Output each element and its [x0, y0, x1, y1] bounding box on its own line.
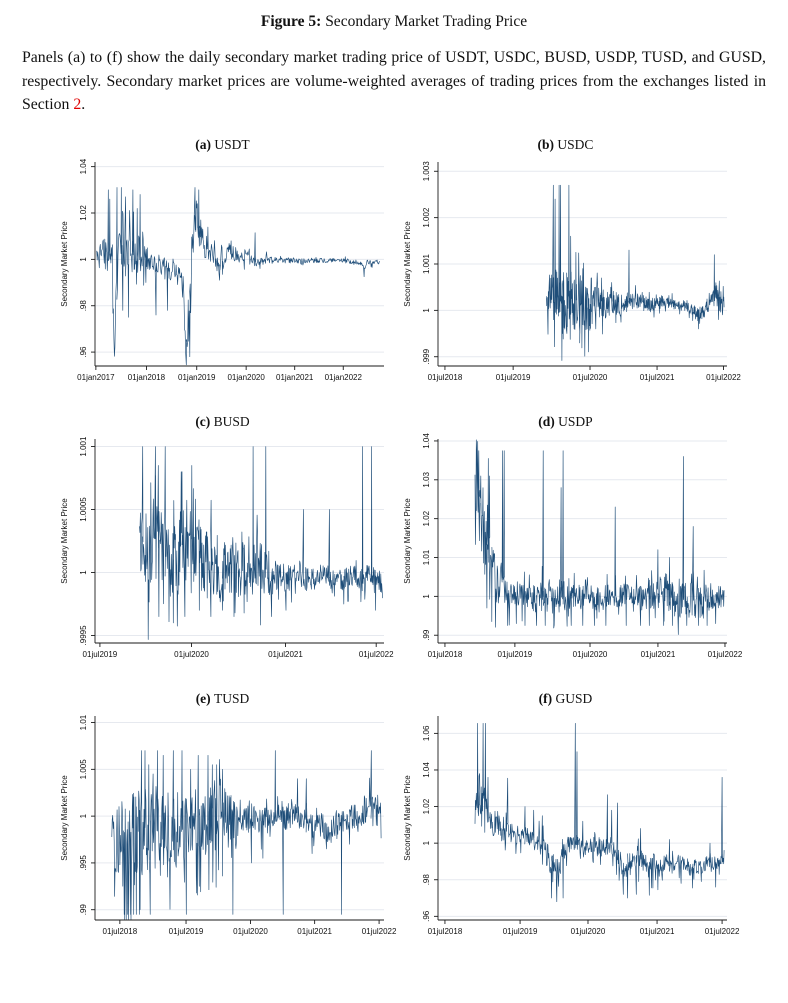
- caption-text-after: .: [81, 96, 86, 114]
- usdp-price-line: [475, 440, 724, 635]
- x-tick-label: 01jul2021: [297, 927, 332, 937]
- y-tick-label: 1: [422, 594, 431, 599]
- figure-title-text: Secondary Market Trading Price: [321, 13, 528, 30]
- panel-f-gusd: [398, 691, 740, 946]
- panel-f-coin: GUSD: [552, 691, 593, 707]
- x-tick-label: 01jul2020: [572, 373, 608, 383]
- panel-e-chart: [55, 710, 397, 946]
- busd-price-line: [140, 447, 383, 640]
- panel-c-label: (c): [195, 414, 211, 430]
- panel-e-label: (e): [195, 691, 211, 707]
- y-tick-label: .98: [422, 874, 431, 886]
- usdc-price-line: [546, 185, 724, 360]
- y-tick-label: 1.002: [422, 207, 431, 228]
- y-tick-label: 1.02: [79, 205, 88, 221]
- x-tick-label: 01jul2022: [358, 650, 394, 660]
- y-tick-label: 1: [422, 308, 431, 313]
- y-tick-label: .99: [422, 629, 431, 641]
- y-tick-label: 1.04: [422, 762, 431, 778]
- y-tick-label: 1: [79, 570, 88, 575]
- panel-a-coin: USDT: [211, 137, 250, 153]
- y-axis-title: Secondary Market Price: [60, 221, 69, 307]
- y-axis-title: Secondary Market Price: [403, 775, 412, 861]
- panel-a-label: (a): [195, 137, 212, 153]
- panel-c-coin: BUSD: [210, 414, 250, 430]
- x-tick-label: 01jul2018: [102, 927, 138, 937]
- y-tick-label: .999: [422, 349, 431, 365]
- panel-d-chart: [398, 433, 743, 669]
- panel-b-title: [398, 137, 733, 153]
- x-tick-label: 01jul2022: [706, 373, 741, 383]
- x-tick-label: 01jul2021: [268, 650, 303, 660]
- y-tick-label: .99: [79, 904, 88, 916]
- panel-e-title: [55, 691, 390, 707]
- x-tick-label: 01jul2020: [174, 650, 209, 660]
- y-tick-label: 1.0005: [79, 497, 88, 522]
- y-tick-label: 1: [79, 813, 88, 819]
- panel-d-title: [398, 414, 733, 430]
- x-tick-label: 01jul2022: [361, 927, 397, 937]
- y-axis-title: Secondary Market Price: [60, 498, 69, 584]
- y-tick-label: 1.003: [422, 161, 431, 182]
- x-tick-label: 01jan2020: [227, 373, 265, 383]
- y-tick-label: 1.01: [422, 549, 431, 566]
- panel-c-busd: [55, 414, 394, 669]
- panel-b-chart: [398, 156, 741, 392]
- figure-caption-title: [0, 0, 788, 31]
- y-axis-title: Secondary Market Price: [403, 498, 412, 584]
- x-tick-label: 01jan2021: [276, 373, 314, 383]
- section-2-link[interactable]: 2: [73, 96, 82, 114]
- y-tick-label: 1.06: [422, 725, 431, 742]
- panel-f-title: [398, 691, 733, 707]
- y-tick-label: 1.04: [422, 433, 431, 449]
- x-tick-label: 01jul2020: [570, 927, 606, 937]
- x-tick-label: 01jul2020: [572, 650, 608, 660]
- x-tick-label: 01jul2022: [704, 927, 740, 937]
- panel-b-label: (b): [537, 137, 555, 153]
- x-tick-label: 01jan2019: [178, 373, 216, 383]
- y-tick-label: .9995: [79, 625, 88, 646]
- x-tick-label: 01jul2018: [427, 927, 463, 937]
- panel-c-chart: [55, 433, 394, 669]
- y-tick-label: 1.005: [79, 759, 88, 780]
- panel-d-label: (d): [538, 414, 555, 430]
- x-tick-label: 01jul2022: [707, 650, 743, 660]
- panel-d-usdp: [398, 414, 743, 669]
- y-tick-label: 1.04: [79, 158, 88, 175]
- y-tick-label: 1.001: [422, 254, 431, 275]
- x-tick-label: 01jul2019: [495, 373, 531, 383]
- panel-b-usdc: [398, 137, 741, 392]
- panel-b-coin: USDC: [554, 137, 594, 153]
- caption-text-before: Panels (a) to (f) show the daily secondary market trading price of USDT, USDC, BUSD, USDP, TUSD, and GUSD, respectively. Secondary market prices are volume-weighted averages of trading prices from the exchanges listed in Section: [22, 49, 766, 114]
- x-tick-label: 01jul2018: [427, 650, 463, 660]
- usdt-price-line: [97, 188, 380, 365]
- x-tick-label: 01jul2021: [640, 650, 676, 660]
- y-tick-label: .96: [79, 346, 88, 358]
- y-tick-label: 1.02: [422, 510, 431, 527]
- panel-a-title: [55, 137, 390, 153]
- y-tick-label: 1: [79, 257, 88, 262]
- tusd-price-line: [112, 751, 381, 920]
- panel-c-title: [55, 414, 390, 430]
- panel-f-label: (f): [538, 691, 553, 707]
- x-tick-label: 01jan2022: [324, 373, 362, 383]
- panel-d-coin: USDP: [554, 414, 593, 430]
- x-tick-label: 01jul2019: [168, 927, 204, 937]
- y-tick-label: 1.03: [422, 472, 431, 488]
- x-tick-label: 01jul2019: [502, 927, 538, 937]
- figure-caption-body: [22, 46, 766, 117]
- x-tick-label: 01jul2019: [497, 650, 533, 660]
- panel-e-tusd: [55, 691, 397, 946]
- panel-e-coin: TUSD: [210, 691, 250, 707]
- x-tick-label: 01jul2018: [427, 373, 463, 383]
- panel-f-chart: [398, 710, 740, 946]
- y-tick-label: 1: [422, 840, 431, 846]
- panel-a-chart: [55, 156, 390, 392]
- y-tick-label: .995: [79, 855, 88, 871]
- gusd-price-line: [475, 723, 724, 901]
- y-tick-label: 1.02: [422, 798, 431, 815]
- y-tick-label: .98: [79, 300, 88, 312]
- x-tick-label: 01jul2020: [233, 927, 268, 937]
- x-tick-label: 01jul2021: [639, 927, 675, 937]
- y-axis-title: Secondary Market Price: [60, 775, 69, 861]
- x-tick-label: 01jul2019: [82, 650, 118, 660]
- figure-label: Figure 5:: [260, 13, 322, 30]
- x-tick-label: 01jan2017: [77, 373, 115, 383]
- x-tick-label: 01jan2018: [127, 373, 166, 383]
- figure-panels-grid: [55, 137, 743, 946]
- y-tick-label: 1.01: [79, 714, 88, 731]
- y-tick-label: 1.001: [79, 436, 88, 457]
- x-tick-label: 01jul2021: [639, 373, 675, 383]
- y-axis-title: Secondary Market Price: [403, 221, 412, 307]
- y-tick-label: .96: [422, 910, 431, 922]
- panel-a-usdt: [55, 137, 390, 392]
